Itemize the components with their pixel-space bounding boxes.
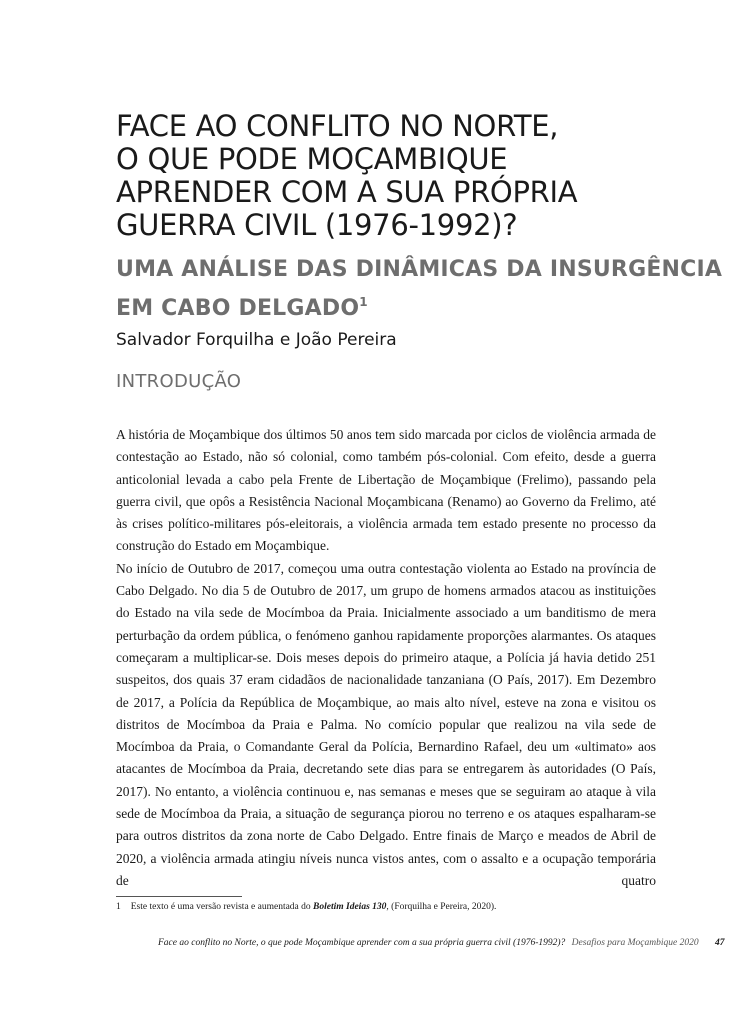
chapter-title — [116, 110, 656, 242]
chapter-subtitle — [116, 253, 723, 325]
running-footer — [158, 938, 725, 948]
paragraph: No início de Outubro de 2017, começou uma outra contestação violenta ao Estado na província de Cabo Delgado. No dia 5 de Outubro de 2017, um grupo de homens armados atacou as instituições do Estado na vila sede de Mocímboa da Praia. Inicialmente associado a um banditismo de mera perturbação da ordem pública, o fenómeno ganhou rapidamente proporções alarmantes. Os ataques começaram a multiplicar-se. Dois meses depois do primeiro ataque, a Polícia já havia detido 251 suspeitos, dos quais 37 eram cidadãos de nacionalidade tanzaniana (O País, 2017). Em Dezembro de 2017, a Polícia da República de Moçambique, ao mais alto nível, esteve na zona e visitou os distritos de Mocímboa da Praia e Palma. No comício popular que realizou na vila sede de Mocímboa da Praia, o Comandante Geral da Polícia, Bernardino Rafael, deu um «ultimato» aos atacantes de Mocímboa da Praia, decretando sete dias para se entregarem às autoridades (O País, 2017). No entanto, a violência continuou e, nas semanas e meses que se seguiram ao ataque à vila sede de Mocímboa da Praia, a situação de segurança piorou no terreno e os ataques espalharam-se para outros distritos da zona norte de Cabo Delgado. Entre finais de Março e meados de Abril de 2020, a violência armada atingiu níveis nunca vistos antes, com o assalto e a ocupação temporária de quatro — [116, 560, 656, 888]
title-line: O QUE PODE MOÇAMBIQUE — [116, 142, 508, 176]
title-line: APRENDER COM A SUA PRÓPRIA — [116, 175, 578, 209]
footnote-text-end: , (Forquilha e Pereira, 2020). — [386, 902, 497, 912]
subtitle-line-2 — [116, 286, 676, 325]
footnote-number: 1 — [116, 902, 121, 912]
authors: Salvador Forquilha e João Pereira — [116, 330, 397, 350]
footnote-separator — [116, 896, 242, 897]
footnote — [116, 902, 656, 912]
footer-chapter-title: Face ao conflito no Norte, o que pode Moçambique aprender com a sua própria guerra civil (1976-1992)? — [158, 938, 566, 948]
footnote-text: Este texto é uma versão revista e aumentada do — [130, 902, 314, 912]
paragraph: A história de Moçambique dos últimos 50 anos tem sido marcada por ciclos de violência armada de contestação ao Estado, não só colonial, como também pós-colonial. Com efeito, desde a guerra anticolonial levada a cabo pela Frente de Libertação de Moçambique (Frelimo), passando pela guerra civil, que opôs a Resistência Nacional Moçambicana (Renamo) ao Governo da Frelimo, até às crises político-militares pós-eleitorais, a violência armada tem estado presente no processo da construção do Estado em Moçambique. — [116, 427, 656, 554]
subtitle-line: UMA ANÁLISE DAS DINÂMICAS DA INSURGÊNCIA — [116, 257, 723, 282]
title-line: GUERRA CIVIL (1976-1992)? — [116, 208, 518, 242]
footer-series: Desafios para Moçambique 2020 — [571, 938, 699, 948]
body-text — [116, 424, 656, 892]
page-number: 47 — [714, 938, 725, 948]
footnote-reference: 1 — [359, 295, 368, 309]
section-heading: INTRODUÇÃO — [116, 371, 242, 392]
title-line: FACE AO CONFLITO NO NORTE, — [116, 109, 559, 143]
footnote-cited-work: Boletim Ideias 130 — [313, 902, 387, 912]
subtitle-line-text: EM CABO DELGADO — [116, 296, 360, 321]
